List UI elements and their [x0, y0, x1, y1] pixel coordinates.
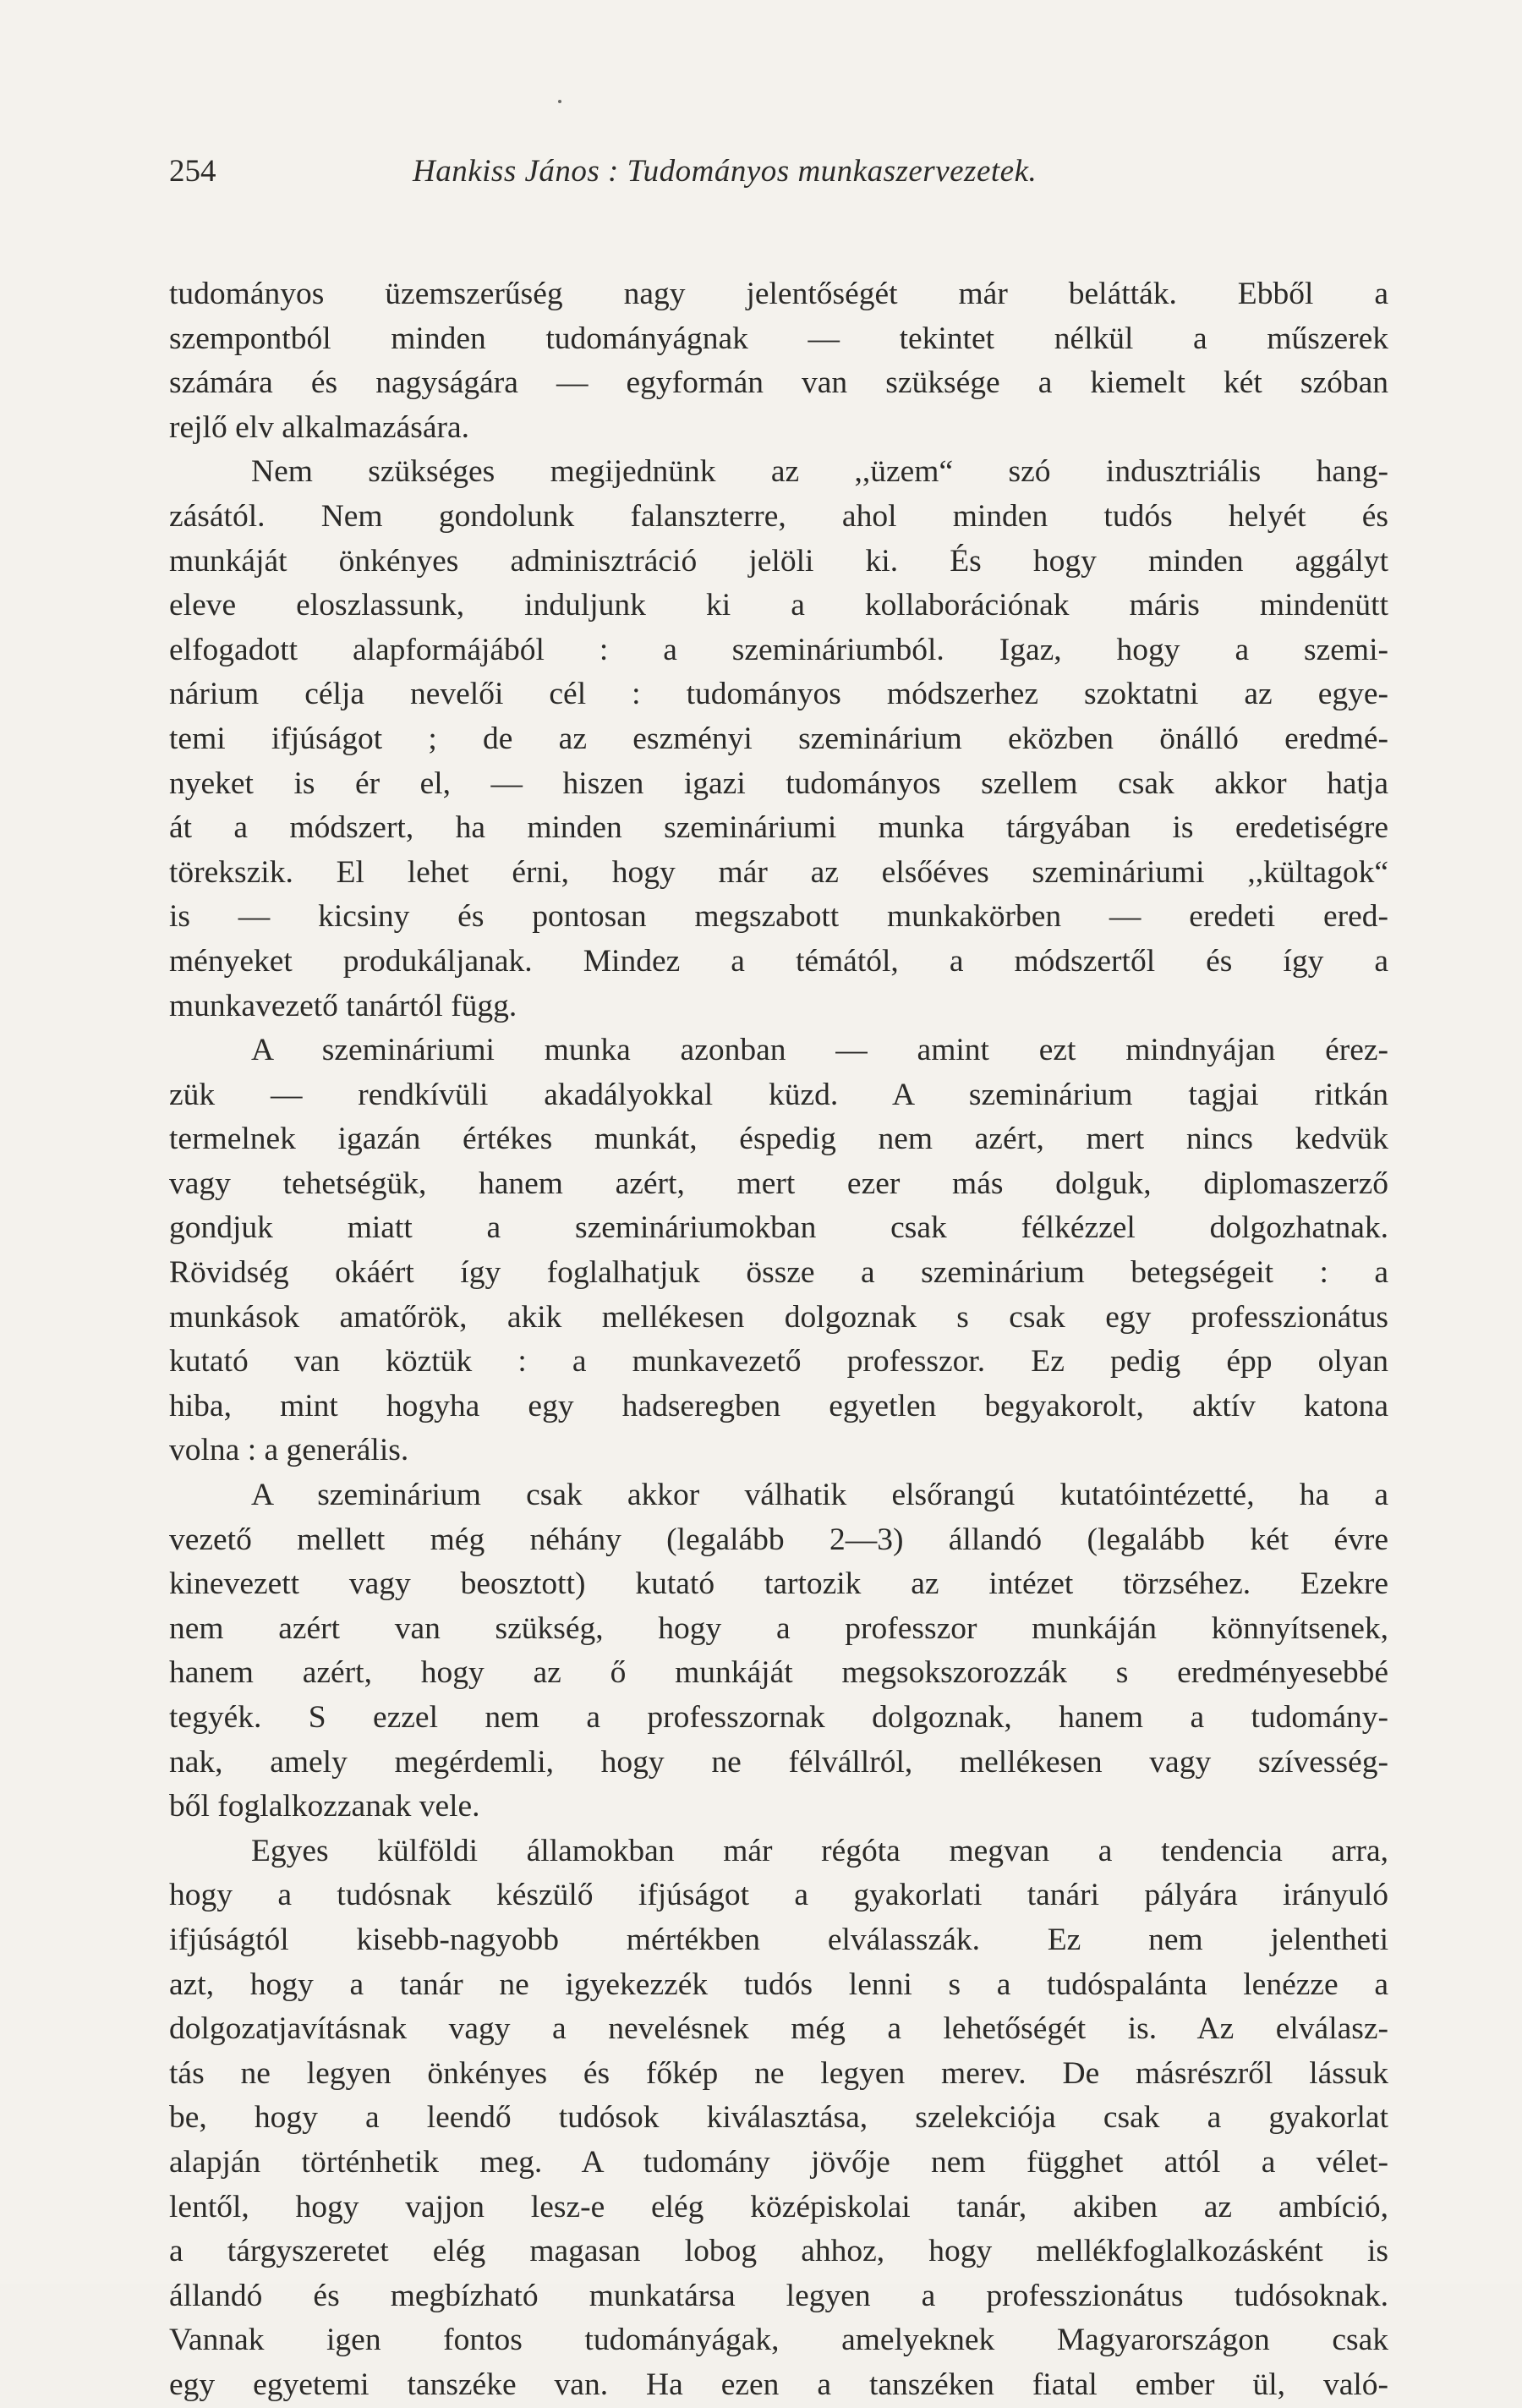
text-line: számára és nagyságára — egyformán van szüksége a kiemelt két szóban — [169, 365, 1388, 401]
text-line: termelnek igazán értékes munkát, éspedig nem azért, mert nincs kedvük — [169, 1122, 1388, 1157]
text-line: ből foglalkozzanak vele. — [169, 1789, 480, 1824]
print-speck — [558, 100, 561, 103]
text-line: nyeket is ér el, — hiszen igazi tudományos szellem csak akkor hatja — [169, 765, 1388, 801]
text-line: volna : a generális. — [169, 1433, 409, 1468]
text-line: Vannak igen fontos tudományágak, amelyeknek Magyarországon csak — [169, 2323, 1388, 2358]
text-line: vezető mellett még néhány (legalább 2—3) állandó (legalább két évre — [169, 1522, 1388, 1557]
body-text — [169, 272, 1388, 2408]
text-line: zük — rendkívüli akadályokkal küzd. A szeminárium tagjai ritkán — [169, 1077, 1388, 1112]
text-line: munkások amatőrök, akik mellékesen dolgoznak s csak egy professzionátus — [169, 1299, 1388, 1335]
text-line: a tárgyszeretet elég magasan lobog ahhoz, hogy mellékfoglalkozásként is — [169, 2234, 1388, 2269]
text-line: alapján történhetik meg. A tudomány jövője nem függhet attól a vélet- — [169, 2144, 1388, 2180]
text-line: zásától. Nem gondolunk falanszterre, ahol minden tudós helyét és — [169, 498, 1388, 534]
text-line: törekszik. El lehet érni, hogy már az elsőéves szemináriumi ,,kültagok“ — [169, 854, 1388, 890]
text-line: munkáját önkényes adminisztráció jelöli ki. És hogy minden aggályt — [169, 543, 1388, 579]
text-line: eleve eloszlassunk, induljunk ki a kollaborációnak máris mindenütt — [169, 588, 1388, 623]
text-line: is — kicsiny és pontosan megszabott munkakörben — eredeti ered- — [169, 899, 1388, 935]
text-line: tegyék. S ezzel nem a professzornak dolgoznak, hanem a tudomány- — [169, 1700, 1388, 1735]
text-line: szempontból minden tudományágnak — tekintet nélkül a műszerek — [169, 321, 1388, 356]
text-line: dolgozatjavításnak vagy a nevelésnek még a lehetőségét is. Az elválasz- — [169, 2011, 1388, 2047]
text-line: ifjúságtól kisebb-nagyobb mértékben elválasszák. Ez nem jelentheti — [169, 1922, 1388, 1957]
text-line: azt, hogy a tanár ne igyekezzék tudós lenni s a tudóspalánta lenézze a — [169, 1966, 1388, 2002]
text-line: nak, amely megérdemli, hogy ne félvállról, mellékesen vagy szívesség- — [169, 1744, 1388, 1780]
text-line: Rövidség okáért így foglalhatjuk össze a szeminárium betegségeit : a — [169, 1255, 1388, 1291]
text-line: hanem azért, hogy az ő munkáját megsokszorozzák s eredményesebbé — [169, 1655, 1388, 1691]
text-line: munkavezető tanártól függ. — [169, 988, 517, 1023]
text-line: nárium célja nevelői cél : tudományos módszerhez szoktatni az egye- — [169, 677, 1388, 712]
text-line: gondjuk miatt a szemináriumokban csak félkézzel dolgozhatnak. — [169, 1210, 1388, 1246]
text-line: nem azért van szükség, hogy a professzor munkáján könnyítsenek, — [169, 1610, 1388, 1646]
text-line: tudományos üzemszerűség nagy jelentőségét már belátták. Ebből a — [169, 277, 1388, 311]
text-line: ményeket produkáljanak. Mindez a témától, a módszertől és így a — [169, 943, 1388, 979]
text-line: Nem szükséges megijednünk az ,,üzem“ szó indusztriális hang- — [251, 454, 1388, 490]
text-line: tás ne legyen önkényes és főkép ne legyen merev. De másrészről lássuk — [169, 2055, 1388, 2091]
text-line: hogy a tudósnak készülő ifjúságot a gyakorlati tanári pályára irányuló — [169, 1878, 1388, 1913]
text-line: át a módszert, ha minden szemináriumi munka tárgyában is eredetiségre — [169, 810, 1388, 846]
running-head-title: Hankiss János : Tudományos munkaszervezetek. — [413, 154, 1037, 189]
text-line: Egyes külföldi államokban már régóta megvan a tendencia arra, — [251, 1833, 1388, 1868]
text-line: hiba, mint hogyha egy hadseregben egyetlen begyakorolt, aktív katona — [169, 1388, 1388, 1423]
text-line: temi ifjúságot ; de az eszményi szeminárium eközben önálló eredmé- — [169, 721, 1388, 756]
text-line: vagy tehetségük, hanem azért, mert ezer más dolguk, diplomaszerző — [169, 1166, 1388, 1201]
text-line: lentől, hogy vajjon lesz-e elég középiskolai tanár, akiben az ambíció, — [169, 2189, 1388, 2224]
page-number: 254 — [169, 154, 216, 189]
text-line: A szemináriumi munka azonban — amint ezt mindnyájan érez- — [251, 1033, 1388, 1068]
text-line: be, hogy a leendő tudósok kiválasztása, szelekciója csak a gyakorlat — [169, 2100, 1388, 2136]
text-line: egy egyetemi tanszéke van. Ha ezen a tanszéken fiatal ember ül, való- — [169, 2367, 1388, 2402]
text-line: kutató van köztük : a munkavezető professzor. Ez pedig épp olyan — [169, 1344, 1388, 1380]
text-line: állandó és megbízható munkatársa legyen a professzionátus tudósoknak. — [169, 2278, 1388, 2313]
text-line: elfogadott alapformájából : a szemináriumból. Igaz, hogy a szemi- — [169, 632, 1388, 667]
text-line: kinevezett vagy beosztott) kutató tartozik az intézet törzséhez. Ezekre — [169, 1566, 1388, 1602]
text-line: rejlő elv alkalmazására. — [169, 409, 470, 445]
running-head — [169, 151, 1395, 193]
text-line: A szeminárium csak akkor válhatik elsőrangú kutatóintézetté, ha a — [251, 1478, 1388, 1513]
